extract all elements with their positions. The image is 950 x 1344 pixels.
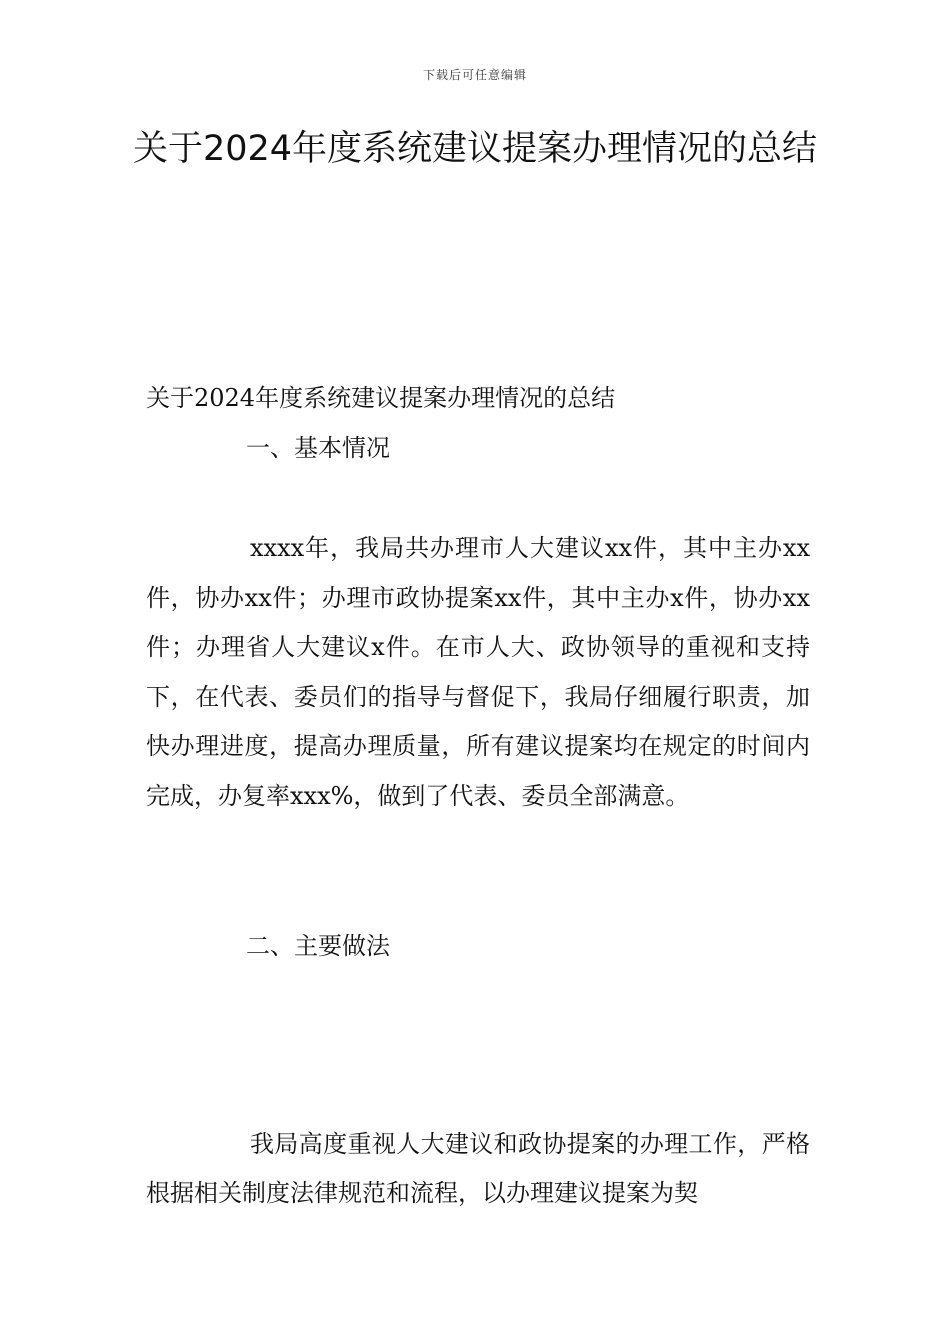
section-heading-basic-situation: 一、基本情况	[246, 434, 390, 462]
header-note: 下载后可任意编辑	[422, 68, 527, 82]
repeated-title: 关于2024年度系统建议提案办理情况的总结	[146, 384, 616, 412]
section-heading-main-practices: 二、主要做法	[246, 932, 390, 960]
section-paragraph-basic-situation: xxxx年，我局共办理市人大建议xx件，其中主办xx件，协办xx件；办理市政协提案xx件，其中主办x件，协办xx件；办理省人大建议x件。在市人大、政协领导的重视和支持下，在代表、委员们的指导与督促下，我局仔细履行职责，加快办理进度，提高办理质量，所有建议提案均在规定的时间内完成，办复率xxx%，做到了代表、委员全部满意。	[146, 534, 810, 810]
section-paragraph-main-practices: 我局高度重视人大建议和政协提案的办理工作，严格根据相关制度法律规范和流程，以办理建议提案为契	[146, 1130, 810, 1207]
document-title: 关于2024年度系统建议提案办理情况的总结	[132, 129, 818, 169]
